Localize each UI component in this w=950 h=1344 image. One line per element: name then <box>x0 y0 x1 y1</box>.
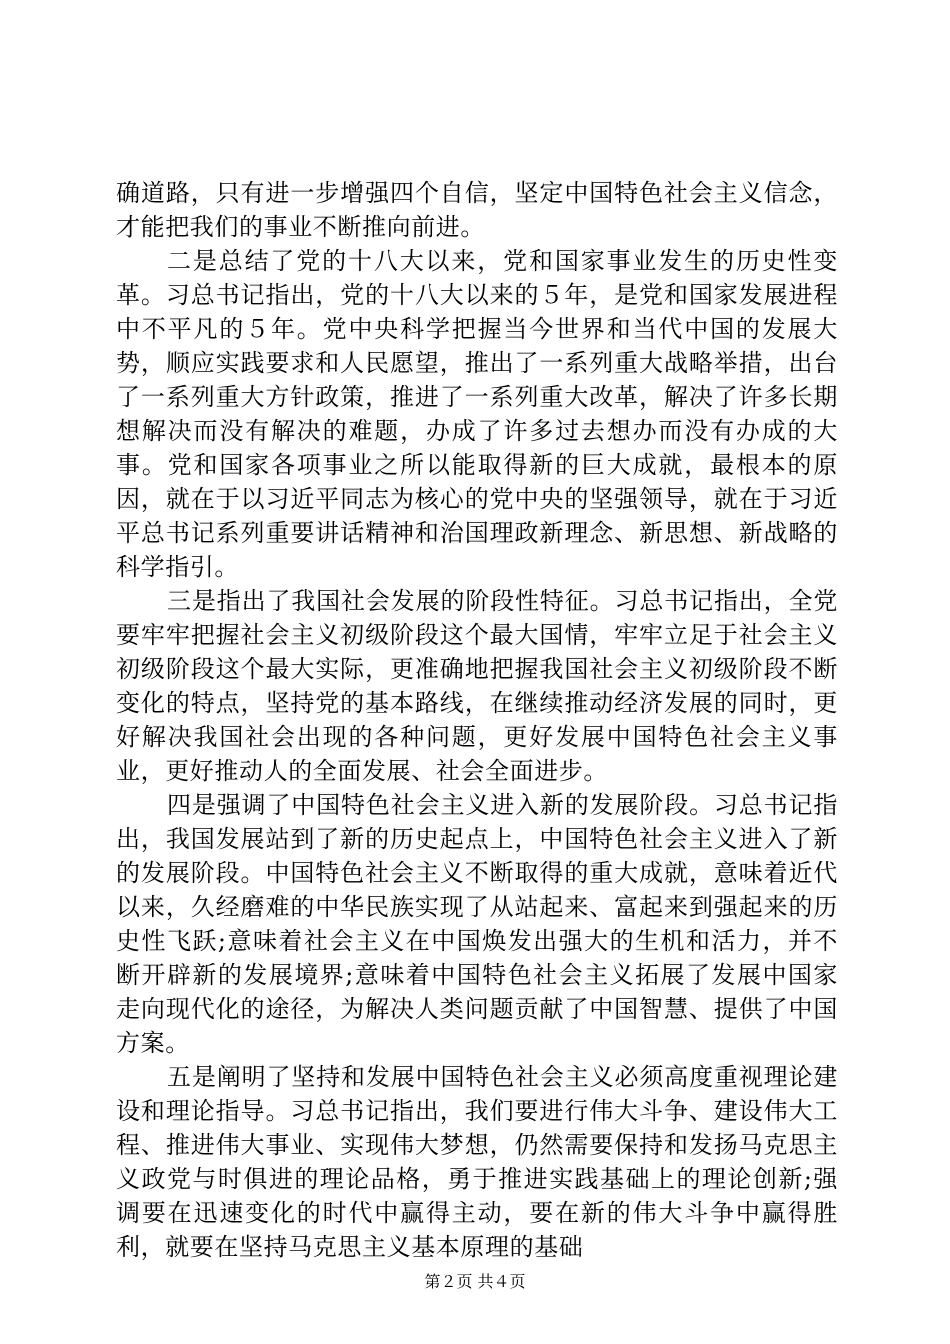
document-body <box>116 176 838 1264</box>
paragraph-point-five: 五是阐明了坚持和发展中国特色社会主义必须高度重视理论建设和理论指导。习总书记指出，我们要进行伟大斗争、建设伟大工程、推进伟大事业、实现伟大梦想，仍然需要保持和发扬马克思主义政党与时俱进的理论品格，勇于推进实践基础上的理论创新;强调要在迅速变化的时代中赢得主动，要在新的伟大斗争中赢得胜利，就要在坚持马克思主义基本原理的基础 <box>116 1063 838 1261</box>
paragraph-point-three: 三是指出了我国社会发展的阶段性特征。习总书记指出，全党要牢牢把握社会主义初级阶段这个最大国情，牢牢立足于社会主义初级阶段这个最大实际，更准确地把握我国社会主义初级阶段不断变化的特点，坚持党的基本路线，在继续推动经济发展的同时，更好解决我国社会出现的各种问题，更好发展中国特色社会主义事业，更好推动人的全面发展、社会全面进步。 <box>116 587 838 785</box>
paragraph-point-four: 四是强调了中国特色社会主义进入新的发展阶段。习总书记指出，我国发展站到了新的历史起点上，中国特色社会主义进入了新的发展阶段。中国特色社会主义不断取得的重大成就，意味着近代以来，久经磨难的中华民族实现了从站起来、富起来到强起来的历史性飞跃;意味着社会主义在中国焕发出强大的生机和活力，并不断开辟新的发展境界;意味着中国特色社会主义拓展了发展中国家走向现代化的途径，为解决人类问题贡献了中国智慧、提供了中国方案。 <box>116 791 838 1057</box>
paragraph-continuation: 确道路，只有进一步增强四个自信，坚定中国特色社会主义信念，才能把我们的事业不断推向前进。 <box>116 179 838 241</box>
page-footer: 第２页 共４页 <box>424 1272 526 1291</box>
paragraph-point-two: 二是总结了党的十八大以来，党和国家事业发生的历史性变革。习总书记指出，党的十八大以来的５年，是党和国家发展进程中不平凡的５年。党中央科学把握当今世界和当代中国的发展大势，顺应实践要求和人民愿望，推出了一系列重大战略举措，出台了一系列重大方针政策，推进了一系列重大改革，解决了许多长期想解决而没有解决的难题，办成了许多过去想办而没有办成的大事。党和国家各项事业之所以能取得新的巨大成就，最根本的原因，就在于以习近平同志为核心的党中央的坚强领导，就在于习近平总书记系列重要讲话精神和治国理政新理念、新思想、新战略的科学指引。 <box>116 247 838 581</box>
